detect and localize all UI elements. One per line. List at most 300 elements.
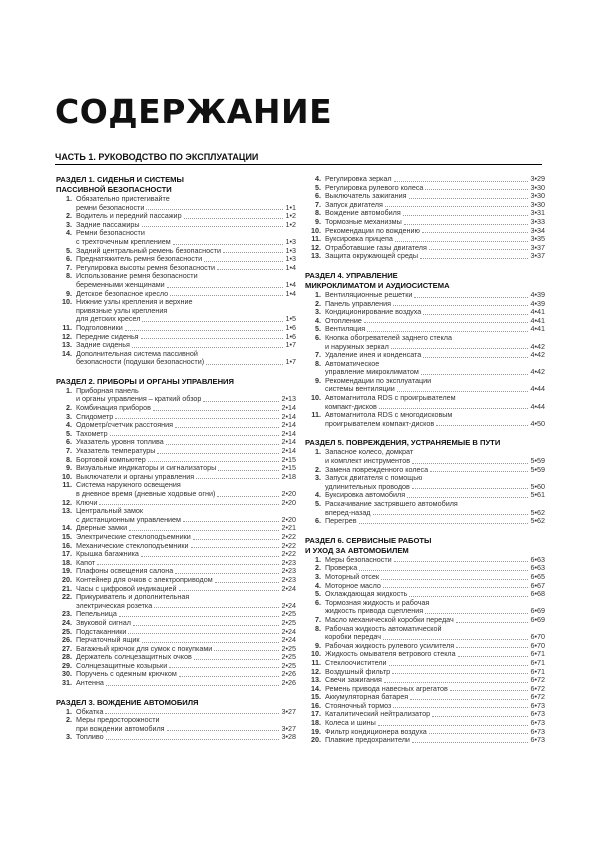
entry-number: 9. — [315, 216, 321, 226]
entry-text: Часы с цифровой индикацией — [76, 583, 177, 593]
dot-leader — [393, 305, 528, 306]
entry-number: 5. — [66, 245, 72, 255]
section-title: РАЗДЕЛ 3. ВОЖДЕНИЕ АВТОМОБИЛЯ — [56, 697, 199, 707]
page-number: 5•59 — [530, 464, 545, 474]
entry-text: при вождении автомобиля — [76, 723, 165, 733]
entry-text: Выключатель зажигания — [325, 191, 407, 201]
page-number: 4•41 — [530, 307, 545, 317]
entry-text: Автоматическое — [325, 358, 380, 368]
entry-number: 3. — [66, 732, 72, 742]
page-number: 2•24 — [281, 600, 296, 610]
dot-leader — [193, 539, 280, 540]
entry-text: Автомагнитола RDS с многодисковым — [325, 410, 453, 420]
entry-number: 15. — [311, 692, 321, 702]
page-number: 4•50 — [530, 418, 545, 428]
dot-leader — [423, 357, 528, 358]
entry-text: Нижние узлы крепления и верхние — [76, 297, 193, 307]
dot-leader — [391, 348, 529, 349]
entry-text: беременными женщинами — [76, 279, 165, 289]
toc-entry[interactable] — [305, 736, 545, 745]
dot-leader — [383, 587, 529, 588]
toc-section — [305, 175, 545, 261]
toc-entry[interactable] — [305, 334, 545, 351]
entry-number: 6. — [315, 191, 321, 201]
toc-entry[interactable] — [56, 593, 296, 610]
toc-section — [56, 377, 296, 688]
entry-text: Электрические стеклоподъемники — [76, 531, 191, 541]
toc-entry[interactable] — [56, 716, 296, 733]
entry-text: Система наружного освещения — [76, 480, 181, 490]
page-number: 1•2 — [285, 219, 296, 229]
page-number: 6•73 — [530, 718, 545, 728]
page-number: 3•35 — [530, 234, 545, 244]
page-number: 6•72 — [530, 675, 545, 685]
page-number: 1•1 — [285, 202, 296, 212]
entry-number: 3. — [66, 219, 72, 229]
toc-entry[interactable] — [305, 377, 545, 394]
entry-number: 6. — [66, 437, 72, 447]
entry-text: Контейнер для очков с электроприводом — [76, 574, 213, 584]
toc-section — [305, 536, 545, 745]
dot-leader — [115, 418, 279, 419]
entry-number: 1. — [315, 447, 321, 457]
entry-text: компакт-дисков — [325, 401, 377, 411]
dot-leader — [142, 226, 284, 227]
entry-number: 5. — [315, 182, 321, 192]
entry-number: 11. — [62, 322, 72, 332]
dot-leader — [429, 733, 529, 734]
toc-entry[interactable] — [305, 500, 545, 517]
page-number: 2•22 — [281, 540, 296, 550]
page-number: 5•62 — [530, 516, 545, 526]
entry-number: 8. — [66, 454, 72, 464]
dot-leader — [203, 401, 279, 402]
dot-leader — [106, 685, 280, 686]
toc-entry[interactable] — [305, 411, 545, 428]
dot-leader — [173, 244, 284, 245]
entry-number: 5. — [315, 499, 321, 508]
entry-number: 10. — [311, 393, 321, 403]
entry-text: Защита окружающей среды — [325, 251, 419, 261]
entry-number: 8. — [315, 208, 321, 218]
toc-entry[interactable] — [305, 360, 545, 377]
dot-leader — [456, 622, 529, 623]
toc-entry[interactable] — [56, 298, 296, 324]
entry-number: 1. — [315, 289, 321, 299]
entry-text: Регулировка высоты ремня безопасности — [76, 262, 216, 272]
entry-text: Спидометр — [76, 411, 114, 421]
entry-text: Буксировка прицепа — [325, 234, 393, 244]
section-title: РАЗДЕЛ 5. ПОВРЕЖДЕНИЯ, УСТРАНЯЕМЫЕ В ПУТИ — [305, 438, 501, 448]
entry-text: Свечи зажигания — [325, 675, 382, 685]
dot-leader — [132, 347, 284, 348]
entry-text: Стеклоочистители — [325, 657, 387, 667]
toc-entry[interactable] — [56, 195, 296, 212]
entry-text: Одометр/счетчик расстояния — [76, 420, 173, 430]
dot-leader — [412, 463, 528, 464]
page-number: 6•70 — [530, 640, 545, 650]
page-number: 1•4 — [285, 262, 296, 272]
toc-entry[interactable] — [305, 448, 545, 465]
entry-text: Запуск двигателя с помощью — [325, 473, 423, 483]
entry-number: 2. — [315, 464, 321, 474]
page-title: СОДЕРЖАНИЕ — [55, 92, 333, 131]
section-title: РАЗДЕЛ 1. СИДЕНЬЯ И СИСТЕМЫ — [56, 175, 184, 184]
entry-text: вперед-назад — [325, 507, 371, 517]
entry-text: Фильтр кондиционера воздуха — [325, 726, 427, 736]
entry-text: Подстаканники — [76, 626, 127, 636]
entry-text: Кондиционирование воздуха — [325, 307, 422, 317]
entry-number: 1. — [66, 385, 72, 395]
dot-leader — [153, 410, 279, 411]
entry-number: 7. — [315, 199, 321, 209]
entry-text: Задние сиденья — [76, 340, 130, 350]
entry-text: Тормозные механизмы — [325, 216, 402, 226]
entry-text: Ремни безопасности — [76, 228, 145, 238]
page-number: 6•63 — [530, 554, 545, 564]
entry-text: электрическая розетка — [76, 600, 153, 610]
entry-number: 31. — [62, 678, 72, 688]
dot-leader — [175, 427, 280, 428]
dot-leader — [379, 408, 529, 409]
page-number: 6•72 — [530, 683, 545, 693]
dot-leader — [128, 633, 279, 634]
page-number: 4•42 — [530, 367, 545, 377]
dot-leader — [410, 699, 528, 700]
entry-text: Проверка — [325, 563, 358, 573]
entry-number: 1. — [66, 194, 72, 203]
dot-leader — [191, 547, 280, 548]
dot-leader — [397, 391, 529, 392]
toc-entry[interactable] — [305, 474, 545, 491]
entry-number: 15. — [62, 531, 72, 541]
dot-leader — [385, 206, 529, 207]
dot-leader — [432, 716, 528, 717]
entry-number: 7. — [66, 262, 72, 272]
toc-section — [56, 175, 296, 367]
page-number: 6•67 — [530, 580, 545, 590]
entry-text: Запасное колесо, домкрат — [325, 447, 414, 457]
dot-leader — [141, 338, 284, 339]
dot-leader — [412, 488, 529, 489]
entry-text: Меры предосторожности — [76, 715, 160, 725]
section-title: РАЗДЕЛ 2. ПРИБОРЫ И ОРГАНЫ УПРАВЛЕНИЯ — [56, 376, 234, 386]
dot-leader — [179, 676, 280, 677]
page-number: 5•60 — [530, 481, 545, 491]
entry-number: 8. — [315, 358, 321, 368]
entry-text: Поручень с одежным крючком — [76, 669, 177, 679]
entry-text: Меры безопасности — [325, 554, 392, 564]
dot-leader — [119, 616, 280, 617]
section-title: ПАССИВНОЙ БЕЗОПАСНОСТИ — [56, 185, 172, 194]
page-number: 1•7 — [285, 357, 296, 367]
entry-number: 20. — [62, 574, 72, 584]
dot-leader — [395, 241, 529, 242]
page-number: 1•2 — [285, 211, 296, 221]
entry-text: Автомагнитола RDS с проигрывателем — [325, 393, 456, 403]
dot-leader — [414, 297, 528, 298]
entry-number: 23. — [62, 609, 72, 619]
entry-number: 12. — [311, 242, 321, 252]
entry-text: Колеса и шины — [325, 718, 376, 728]
dot-leader — [99, 504, 279, 505]
toc-entry[interactable] — [305, 517, 545, 526]
page-number: 2•18 — [281, 471, 296, 481]
entry-text: Отработавшие газы двигателя — [325, 242, 427, 252]
dot-leader — [429, 249, 529, 250]
entry-number: 7. — [315, 350, 321, 360]
entry-number: 5. — [315, 324, 321, 334]
entry-number: 5. — [315, 589, 321, 599]
entry-number: 2. — [66, 403, 72, 413]
entry-text: и наружных зеркал — [325, 341, 389, 351]
entry-number: 13. — [311, 251, 321, 261]
toc-entry[interactable] — [305, 625, 545, 642]
entry-number: 10. — [311, 649, 321, 659]
section-title: РАЗДЕЛ 4. УПРАВЛЕНИЕ — [305, 270, 398, 280]
entry-number: 9. — [315, 640, 321, 650]
dot-leader — [194, 659, 280, 660]
dot-leader — [175, 573, 279, 574]
page-number: 5•62 — [530, 507, 545, 517]
entry-text: Антенна — [76, 678, 104, 688]
entry-number: 12. — [62, 497, 72, 507]
page-number: 6•72 — [530, 692, 545, 702]
entry-text: Воздушный фильтр — [325, 666, 391, 676]
dot-leader — [436, 425, 528, 426]
dot-leader — [141, 556, 280, 557]
entry-text: Охлаждающая жидкость — [325, 589, 408, 599]
entry-number: 12. — [311, 666, 321, 676]
entry-number: 2. — [315, 563, 321, 573]
entry-text: Пепельница — [76, 609, 117, 619]
toc-entry[interactable] — [56, 481, 296, 498]
page-number: 3•33 — [530, 216, 545, 226]
entry-number: 14. — [62, 348, 72, 358]
entry-number: 29. — [62, 660, 72, 670]
entry-text: безопасности (подушки безопасности) — [76, 357, 205, 367]
entry-number: 5. — [66, 428, 72, 438]
entry-number: 11. — [311, 234, 321, 244]
dot-leader — [196, 478, 279, 479]
entry-text: с трехточечным креплением — [76, 236, 171, 246]
page-number: 2•14 — [281, 446, 296, 456]
dot-leader — [359, 523, 529, 524]
dot-leader — [384, 682, 529, 683]
page-number: 1•5 — [285, 314, 296, 324]
toc-entry[interactable] — [305, 394, 545, 411]
dot-leader — [110, 435, 280, 436]
page-number: 3•28 — [281, 732, 296, 742]
entry-text: Багажный крючок для сумок с покупками — [76, 643, 213, 653]
entry-number: 3. — [315, 307, 321, 317]
dot-leader — [214, 650, 279, 651]
page-number: 2•25 — [281, 660, 296, 670]
page-number: 2•14 — [281, 403, 296, 413]
page-number: 2•25 — [281, 609, 296, 619]
entry-number: 14. — [311, 683, 321, 693]
entry-number: 13. — [311, 675, 321, 685]
page-number: 4•39 — [530, 298, 545, 308]
page-number: 3•29 — [530, 174, 545, 183]
dot-leader — [394, 181, 529, 182]
page-number: 1•4 — [285, 288, 296, 298]
entry-number: 17. — [311, 709, 321, 719]
page-number: 3•30 — [530, 191, 545, 201]
toc-section — [305, 438, 545, 525]
dot-leader — [425, 189, 528, 190]
entry-number: 3. — [315, 571, 321, 581]
entry-text: Буксировка автомобиля — [325, 490, 406, 500]
dot-leader — [148, 461, 280, 462]
entry-text: Приборная панель — [76, 385, 139, 395]
entry-text: Крышка багажника — [76, 549, 139, 559]
entry-text: для детских кресел — [76, 314, 141, 324]
toc-entry[interactable] — [56, 350, 296, 367]
entry-number: 14. — [62, 523, 72, 533]
dot-leader — [394, 561, 529, 562]
dot-leader — [381, 579, 528, 580]
entry-number: 9. — [66, 463, 72, 473]
page-number: 1•6 — [285, 331, 296, 341]
toc-entry[interactable] — [305, 599, 545, 616]
entry-number: 2. — [66, 715, 72, 725]
page-number: 5•61 — [530, 490, 545, 500]
dot-leader — [420, 258, 528, 259]
entry-number: 1. — [315, 554, 321, 564]
dot-leader — [421, 374, 529, 375]
page-number: 2•23 — [281, 574, 296, 584]
page-number: 6•65 — [530, 571, 545, 581]
entry-text: Панель управления — [325, 298, 392, 308]
dot-leader — [217, 269, 283, 270]
entry-number: 8. — [315, 623, 321, 633]
entry-text: Передние сиденья — [76, 331, 139, 341]
page-number: 2•20 — [281, 497, 296, 507]
toc-right-column — [305, 175, 545, 755]
entry-text: удлинительных проводов — [325, 481, 410, 491]
entry-text: Визуальные индикаторы и сигнализаторы — [76, 463, 217, 473]
dot-leader — [392, 673, 528, 674]
entry-text: Вождение автомобиля — [325, 208, 401, 218]
dot-leader — [142, 642, 280, 643]
page-number: 4•41 — [530, 315, 545, 325]
dot-leader — [125, 330, 284, 331]
toc-entry[interactable] — [56, 387, 296, 404]
dot-leader — [423, 314, 528, 315]
dot-leader — [393, 707, 528, 708]
entry-text: Стояночный тормоз — [325, 700, 392, 710]
entry-number: 1. — [66, 706, 72, 716]
dot-leader — [97, 564, 279, 565]
entry-text: Вентиляционные решетки — [325, 289, 413, 299]
entry-number: 7. — [66, 446, 72, 456]
page-number: 4•44 — [530, 401, 545, 411]
toc-entry[interactable] — [56, 679, 296, 688]
entry-text: жидкость привода сцепления — [325, 606, 424, 616]
entry-text: Капот — [76, 557, 96, 567]
entry-text: Перчаточный ящик — [76, 635, 140, 645]
entry-text: Топливо — [76, 732, 104, 742]
entry-text: Механические стеклоподъемники — [76, 540, 189, 550]
entry-text: Жидкость омывателя ветрового стекла — [325, 649, 456, 659]
page-number: 2•25 — [281, 652, 296, 662]
entry-text: Обкатка — [76, 706, 104, 716]
page-number: 6•68 — [530, 589, 545, 599]
dot-leader — [166, 444, 280, 445]
page-number: 6•73 — [530, 726, 545, 736]
entry-text: Ключи — [76, 497, 98, 507]
toc-entry[interactable] — [56, 272, 296, 289]
dot-leader — [373, 514, 529, 515]
section-title: И УХОД ЗА АВТОМОБИЛЕМ — [305, 545, 409, 555]
toc-entry[interactable] — [56, 733, 296, 742]
entry-number: 2. — [315, 298, 321, 308]
entry-text: Преднатяжитель ремня безопасности — [76, 254, 203, 264]
entry-number: 8. — [66, 271, 72, 281]
entry-text: Рекомендации по эксплуатации — [325, 375, 432, 385]
entry-text: Замена поврежденного колеса — [325, 464, 429, 474]
toc-section — [56, 698, 296, 742]
entry-number: 11. — [311, 410, 321, 420]
page-number: 2•20 — [281, 489, 296, 498]
entry-number: 20. — [311, 735, 321, 745]
entry-text: Задние пассажиры — [76, 219, 140, 229]
entry-text: коробки передач — [325, 632, 381, 642]
entry-number: 24. — [62, 617, 72, 627]
dot-leader — [364, 322, 529, 323]
entry-number: 19. — [62, 566, 72, 576]
entry-number: 2. — [66, 211, 72, 221]
entry-text: привязные узлы крепления — [76, 305, 168, 315]
dot-leader — [430, 471, 528, 472]
entry-text: Аккумуляторная батарея — [325, 692, 409, 702]
entry-number: 13. — [62, 506, 72, 516]
page-number: 1•7 — [285, 340, 296, 350]
dot-leader — [133, 625, 280, 626]
dot-leader — [217, 496, 279, 497]
page-number: 2•25 — [281, 617, 296, 627]
entry-text: Моторный отсек — [325, 571, 380, 581]
dot-leader — [367, 331, 528, 332]
page-number: 2•13 — [281, 394, 296, 404]
dot-leader — [129, 530, 279, 531]
entry-text: Подголовники — [76, 322, 123, 332]
entry-text: Удаление инея и конденсата — [325, 350, 422, 360]
entry-text: и комплект инструментов — [325, 456, 411, 466]
page-number: 2•15 — [281, 463, 296, 473]
entry-text: Бортовой компьютер — [76, 454, 146, 464]
toc-entry[interactable] — [56, 507, 296, 524]
entry-number: 4. — [315, 490, 321, 500]
entry-number: 18. — [62, 557, 72, 567]
page-number: 5•59 — [530, 456, 545, 466]
toc-entry[interactable] — [56, 229, 296, 246]
entry-number: 16. — [62, 540, 72, 550]
entry-text: Регулировка рулевого колеса — [325, 182, 424, 192]
entry-text: Рабочая жидкость рулевого усилителя — [325, 640, 455, 650]
entry-text: Дополнительная система пассивной — [76, 348, 198, 358]
entry-text: Рабочая жидкость автоматической — [325, 623, 442, 633]
entry-text: Тахометр — [76, 428, 108, 438]
page-number: 2•14 — [281, 411, 296, 421]
toc-entry[interactable] — [305, 252, 545, 261]
page-number: 3•37 — [530, 251, 545, 261]
dot-leader — [206, 364, 283, 365]
page-number: 2•25 — [281, 643, 296, 653]
entry-text: Отопление — [325, 315, 362, 325]
entry-text: Звуковой сигнал — [76, 617, 131, 627]
